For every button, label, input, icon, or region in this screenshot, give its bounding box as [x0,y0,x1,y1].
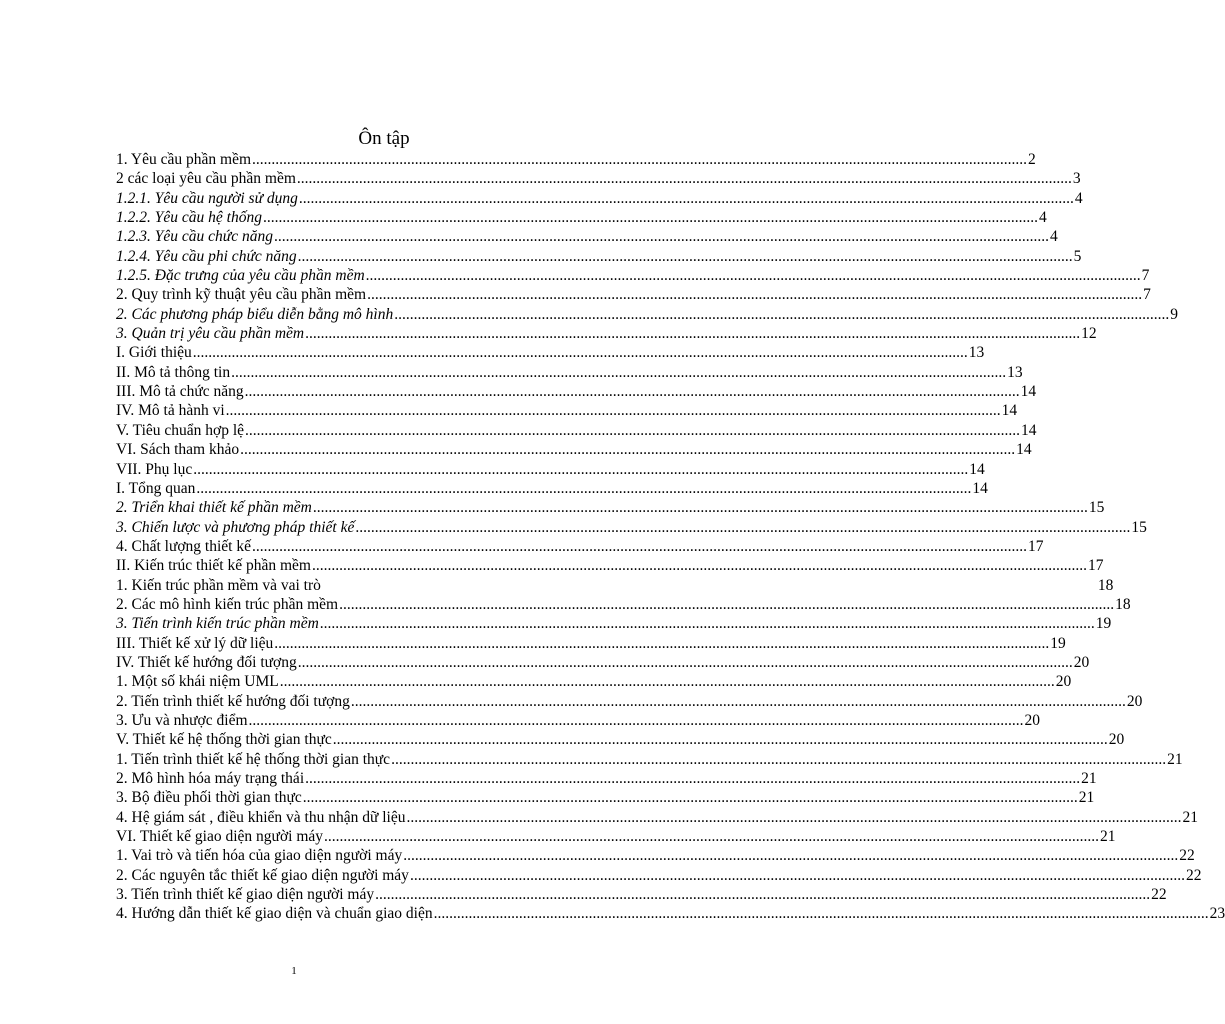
table-of-contents [116,150,1225,924]
toc-dot-leader: ........................................................................................................................................................................................................ [350,692,1126,710]
toc-entry-page: 22 [1185,866,1202,884]
toc-entry-label: 1. Vai trò và tiến hóa của giao diện người máy [116,847,403,865]
page-number: 1 [291,965,297,977]
toc-dot-leader: ........................................................................................................................................................................................................ [225,402,1001,420]
toc-entry-page: 7 [1141,267,1150,285]
toc-entry[interactable] [116,189,1083,208]
toc-entry[interactable] [116,247,1082,266]
toc-entry-label: 2. Các nguyên tắc thiết kế giao diện người máy [116,866,409,884]
toc-entry-page: 18 [1115,595,1131,613]
toc-entry-label: VII. Phụ lục [116,460,193,478]
toc-entry-page: 15 [1088,499,1105,517]
toc-entry[interactable] [116,440,1032,459]
toc-entry-page: 20 [1073,653,1090,671]
toc-dot-leader: ........................................................................................................................................................................................................ [319,615,1095,633]
toc-entry-label: II. Mô tả thông tin [116,363,231,381]
toc-dot-leader: ........................................................................................................................................................................................................ [196,479,972,497]
toc-entry-label: 2. Triển khai thiết kế phần mềm [116,499,312,517]
toc-entry-page: 21 [1100,828,1116,846]
toc-entry-page: 23 [1209,905,1225,923]
toc-entry-page: 21 [1182,808,1198,826]
toc-entry[interactable] [116,711,1041,730]
toc-entry-label: I. Giới thiệu [116,344,192,362]
toc-entry[interactable] [116,401,1018,420]
toc-entry-page: 15 [1131,518,1147,536]
toc-entry[interactable] [116,227,1058,246]
toc-entry-page: 14 [969,460,985,478]
toc-entry[interactable] [116,479,988,498]
toc-entry-label: 3. Tiến trình kiến trúc phần mềm [116,615,319,633]
toc-entry[interactable] [116,460,985,479]
toc-entry-page: 7 [1143,286,1151,304]
toc-dot-leader: ........................................................................................................................................................................................................ [231,363,1007,381]
toc-entry[interactable] [116,382,1037,401]
toc-entry-label: II. Kiến trúc thiết kế phần mềm [116,557,311,575]
toc-dot-leader: ........................................................................................................................................................................................................ [403,847,1179,865]
toc-entry[interactable] [116,827,1116,846]
toc-entry[interactable] [116,169,1081,188]
toc-entry[interactable] [116,421,1037,440]
toc-entry-label: 2. Các mô hình kiến trúc phần mềm [116,595,339,613]
toc-entry-label: 2. Mô hình hóa máy trạng thái [116,770,305,787]
toc-entry-label: 1.2.1. Yêu cầu người sử dụng [116,189,298,207]
toc-dot-leader: ........................................................................................................................................................................................................ [339,595,1115,613]
toc-entry[interactable] [116,730,1125,749]
toc-dot-leader: ........................................................................................................................................................................................................ [251,537,1027,555]
toc-entry[interactable] [116,576,1114,595]
toc-entry-page: 14 [1001,402,1018,420]
toc-dot-leader: ........................................................................................................................................................................................................ [296,170,1072,188]
toc-entry-page: 17 [1027,537,1044,555]
toc-dot-leader: ........................................................................................................................................................................................................ [248,711,1024,729]
toc-dot-leader: ........................................................................................................................................................................................................ [297,653,1073,671]
toc-entry-page: 20 [1126,692,1143,710]
toc-entry-label: V. Tiêu chuẩn hợp lệ [116,421,245,439]
toc-entry-label: 1. Một số khái niệm UML [116,673,279,691]
document-title: Ôn tập [358,128,410,149]
toc-entry-label: V. Thiết kế hệ thống thời gian thực [116,731,332,749]
toc-entry[interactable] [116,750,1183,769]
toc-entry-page: 12 [1081,325,1097,343]
toc-entry[interactable] [116,324,1097,343]
toc-entry-page: 2 [1028,151,1036,168]
toc-dot-leader: ........................................................................................................................................................................................................ [332,731,1108,749]
toc-dot-leader: ........................................................................................................................................................................................................ [297,247,1073,265]
toc-dot-leader: ........................................................................................................................................................................................................ [273,228,1049,246]
toc-entry-page: 17 [1087,557,1104,575]
toc-entry-label: 3. Tiến trình thiết kế giao diện người máy [116,886,375,904]
toc-entry-label: 2. Quy trình kỹ thuật yêu cầu phần mềm [116,286,367,304]
toc-dot-leader: ........................................................................................................................................................................................................ [244,383,1020,401]
toc-entry[interactable] [116,537,1044,556]
toc-entry-label: IV. Mô tả hành vi [116,402,225,420]
toc-entry-page: 14 [972,479,988,497]
toc-entry-page: 21 [1081,770,1097,787]
toc-entry-label: 1.2.3. Yêu cầu chức năng [116,228,273,246]
toc-dot-leader: ........................................................................................................................................................................................................ [367,286,1143,304]
toc-entry-page: 21 [1167,750,1183,768]
toc-entry-label: III. Mô tả chức năng [116,383,244,401]
toc-dot-leader: ........................................................................................................................................................................................................ [312,499,1088,517]
toc-entry[interactable] [116,904,1225,923]
toc-entry-page: 22 [1179,847,1195,865]
toc-entry-page: 3 [1072,170,1081,188]
toc-dot-leader: ........................................................................................................................................................................................................ [305,325,1081,343]
toc-entry[interactable] [116,885,1167,904]
toc-dot-leader: ........................................................................................................................................................................................................ [394,305,1170,323]
toc-entry[interactable] [116,769,1097,788]
toc-entry-page: 20 [1024,711,1041,729]
toc-entry[interactable] [116,808,1198,827]
toc-entry[interactable] [116,518,1147,537]
toc-entry-page: 4 [1038,209,1047,227]
toc-entry-label: III. Thiết kế xử lý dữ liệu [116,634,274,652]
toc-entry-label: 1. Kiến trúc phần mềm và vai trò [116,576,321,594]
toc-dot-leader: ........................................................................................................................................................................................................ [365,267,1141,285]
toc-entry-label: 1.2.4. Yêu cầu phi chức năng [116,247,297,265]
toc-entry-page: 14 [1021,421,1037,439]
toc-entry-page: 18 [1097,576,1114,594]
toc-entry-label: 2. Các phương pháp biểu diễn bằng mô hình [116,305,394,323]
toc-dot-leader: ........................................................................................................................................................................................................ [240,441,1016,459]
toc-entry[interactable] [116,208,1047,227]
toc-entry[interactable] [116,653,1090,672]
toc-entry-label: 1.2.5. Đặc trưng của yêu cầu phần mềm [116,267,365,285]
toc-entry-label: 1.2.2. Yêu cầu hệ thống [116,209,262,227]
toc-entry-label: 4. Hệ giám sát , điều khiển và thu nhận dữ liệu [116,808,406,826]
toc-dot-leader: ........................................................................................................................................................................................................ [262,209,1038,227]
toc-entry-page: 4 [1049,228,1058,246]
toc-dot-leader: ........................................................................................................................................................................................................ [355,518,1131,536]
toc-dot-leader: ........................................................................................................................................................................................................ [193,460,969,478]
toc-entry-page: 14 [1020,383,1037,401]
toc-entry-label: 1. Tiến trình thiết kế hệ thống thời gian thực [116,750,391,768]
toc-entry-label: VI. Sách tham khảo [116,441,240,459]
toc-entry-page: 20 [1108,731,1125,749]
toc-dot-leader: ........................................................................................................................................................................................................ [305,770,1081,787]
toc-entry-page: 14 [1016,441,1032,459]
toc-entry[interactable] [116,672,1072,691]
toc-entry-page: 19 [1050,634,1066,652]
toc-dot-leader: ........................................................................................................................................................................................................ [298,189,1074,207]
toc-entry-label: 2. Tiến trình thiết kế hướng đối tượng [116,692,350,710]
toc-dot-leader: ........................................................................................................................................................................................................ [406,808,1182,826]
toc-dot-leader: ........................................................................................................................................................................................................ [274,634,1050,652]
toc-entry[interactable] [116,692,1143,711]
toc-entry-page: 4 [1074,189,1083,207]
toc-dot-leader: ........................................................................................................................................................................................................ [324,828,1100,846]
toc-entry-label: 3. Bộ điều phối thời gian thực [116,789,302,807]
toc-entry[interactable] [116,150,1036,169]
toc-entry[interactable] [116,866,1202,885]
toc-entry-page: 13 [968,344,985,362]
toc-entry[interactable] [116,595,1131,614]
toc-entry-label: 4. Hướng dẫn thiết kế giao diện và chuẩn giao diện [116,905,433,923]
toc-entry-page: 21 [1078,789,1095,807]
toc-entry-page: 13 [1007,363,1023,381]
toc-entry[interactable] [116,846,1195,865]
toc-entry[interactable] [116,498,1105,517]
toc-entry[interactable] [116,788,1095,807]
toc-entry-page: 20 [1055,673,1072,691]
toc-dot-leader: ........................................................................................................................................................................................................ [192,344,968,362]
toc-entry[interactable] [116,285,1151,304]
toc-dot-leader: ........................................................................................................................................................................................................ [409,866,1185,884]
toc-dot-leader: ........................................................................................................................................................................................................ [311,557,1087,575]
toc-entry-label: 2 các loại yêu cầu phần mềm [116,170,296,188]
toc-dot-leader: ........................................................................................................................................................................................................ [375,886,1151,904]
toc-entry[interactable] [116,614,1112,633]
toc-entry-page: 5 [1073,247,1082,265]
toc-entry-label: VI. Thiết kế giao diện người máy [116,828,324,846]
toc-dot-leader: ........................................................................................................................................................................................................ [433,905,1209,923]
toc-dot-leader: ........................................................................................................................................................................................................ [279,673,1055,691]
toc-entry-label: I. Tổng quan [116,479,196,497]
toc-entry-page: 9 [1170,305,1178,323]
toc-entry[interactable] [116,556,1104,575]
toc-dot-leader: ........................................................................................................................................................................................................ [245,421,1021,439]
toc-entry-label: 3. Quản trị yêu cầu phần mềm [116,325,305,343]
toc-entry-label: 1. Yêu cầu phần mềm [116,151,252,168]
toc-dot-leader: ........................................................................................................................................................................................................ [252,151,1028,168]
toc-dot-leader: ........................................................................................................................................................................................................ [302,789,1078,807]
toc-entry[interactable] [116,266,1150,285]
toc-entry[interactable] [116,363,1023,382]
toc-entry-page: 19 [1095,615,1112,633]
toc-entry-label: 3. Ưu và nhược điểm [116,711,248,729]
toc-entry[interactable] [116,305,1178,324]
toc-dot-leader: ........................................................................................................................................................................................................ [391,750,1167,768]
toc-entry-label: IV. Thiết kế hướng đối tượng [116,653,297,671]
toc-entry[interactable] [116,343,985,362]
toc-entry-label: 4. Chất lượng thiết kế [116,537,251,555]
toc-entry[interactable] [116,634,1066,653]
toc-entry-label: 3. Chiến lược và phương pháp thiết kế [116,518,355,536]
toc-entry-page: 22 [1151,886,1167,904]
